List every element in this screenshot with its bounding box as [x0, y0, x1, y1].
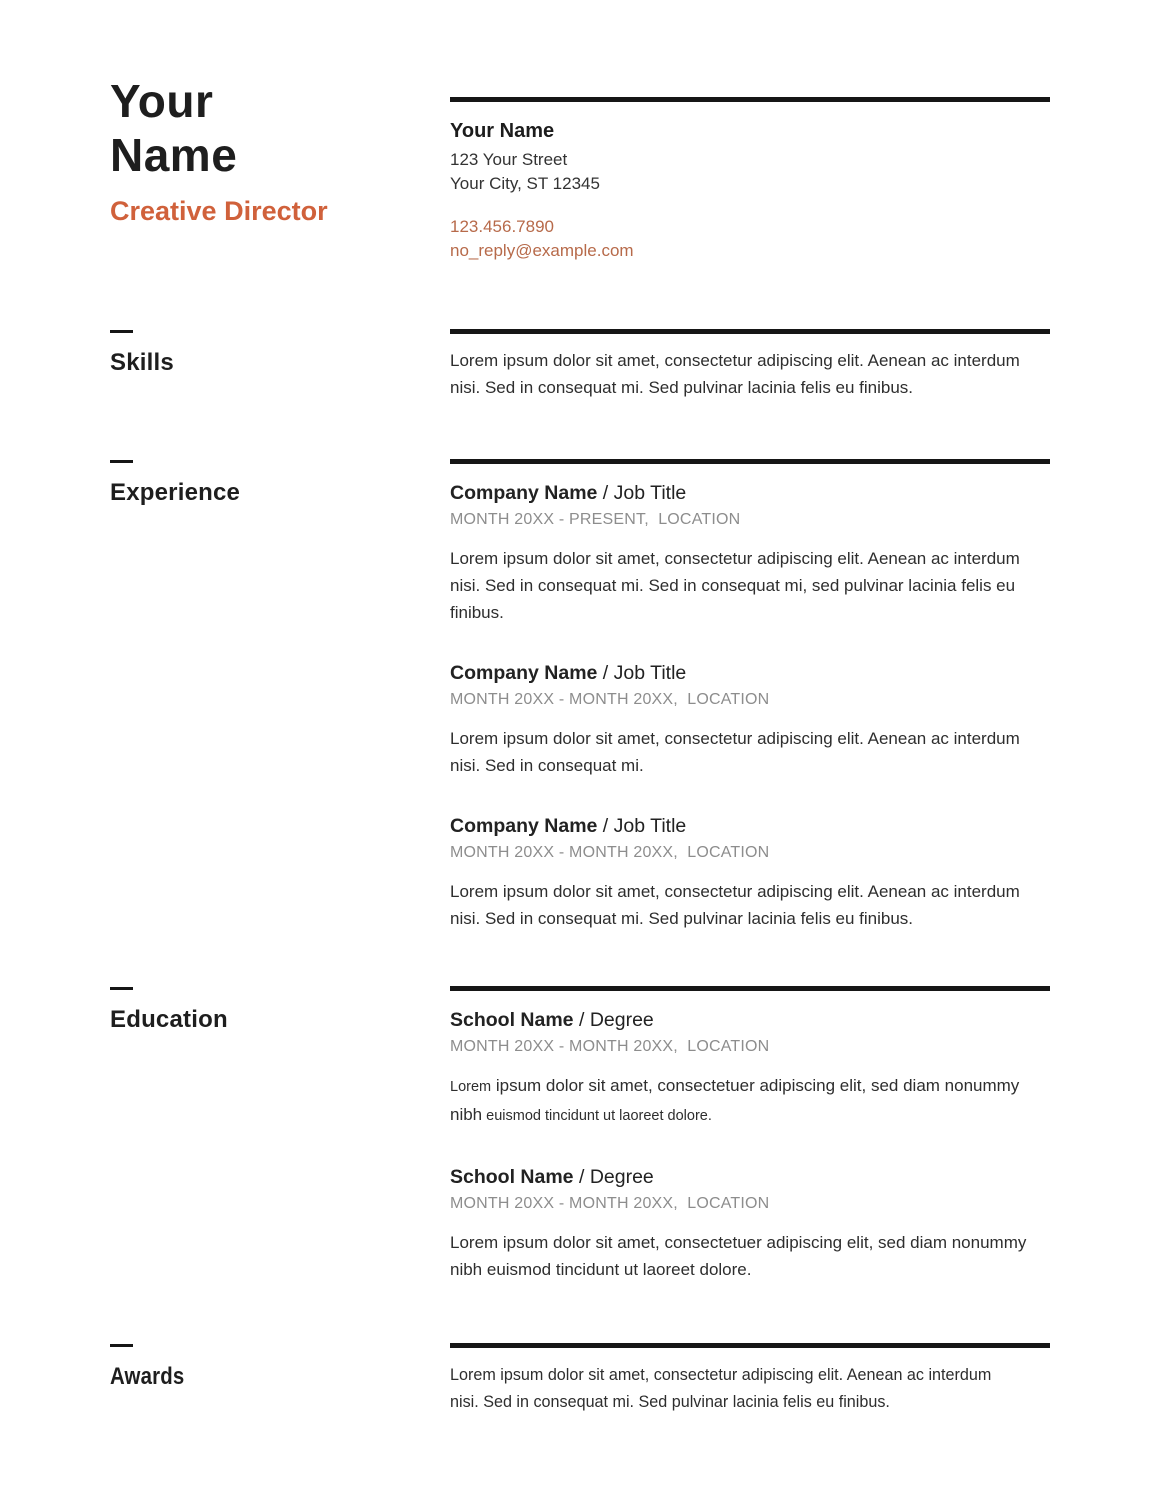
name-line-1: Your [110, 75, 214, 127]
experience-entry-2-title [450, 660, 1050, 686]
name-line-2: Name [110, 129, 238, 181]
experience-entry-2-text: Lorem ipsum dolor sit amet, consectetur adipiscing elit. Aenean ac interdum nisi. Sed in consequat mi. [450, 729, 1020, 775]
experience-entry-3-text: Lorem ipsum dolor sit amet, consectetur adipiscing elit. Aenean ac interdum nisi. Sed in consequat mi. Sed pulvinar lacinia felis eu finibus. [450, 882, 1020, 928]
section-skills [110, 329, 1050, 401]
school-name: School Name [450, 1166, 574, 1188]
experience-section-dash [110, 460, 133, 463]
education-right [450, 986, 1050, 1283]
company-name: Company Name [450, 662, 598, 684]
skills-divider-rule [450, 329, 1050, 334]
title-separator: / [573, 1009, 590, 1031]
text-main: ipsum dolor sit amet, consectetuer adipiscing elit, sed diam nonummy nibh [450, 1076, 1020, 1124]
awards-right [450, 1343, 1050, 1415]
header-left [110, 74, 450, 263]
experience-left [110, 459, 450, 932]
education-entry-1-text [450, 1072, 1050, 1130]
skills-section-dash [110, 330, 133, 333]
title-separator: / [597, 662, 614, 684]
education-entry-1-title [450, 1007, 1050, 1033]
section-experience [110, 459, 1050, 932]
company-name: Company Name [450, 815, 598, 837]
job-title-text: Job Title [613, 482, 687, 504]
experience-right [450, 459, 1050, 932]
skills-left [110, 329, 450, 401]
experience-entry-1-title [450, 480, 1050, 506]
education-left [110, 986, 450, 1283]
education-entry-2-dates: MONTH 20XX - MONTH 20XX, LOCATION [450, 1195, 770, 1212]
awards-divider-rule [450, 1343, 1050, 1348]
experience-entry-2-dates: MONTH 20XX - MONTH 20XX, LOCATION [450, 691, 770, 708]
contact-address-line2: Your City, ST 12345 [450, 174, 600, 193]
job-title: Creative Director [110, 196, 328, 226]
header-right [450, 74, 1050, 263]
education-entry-2-text: Lorem ipsum dolor sit amet, consectetuer adipiscing elit, sed diam nonummy nibh euismod tincidunt ut laoreet dolore. [450, 1233, 1027, 1279]
header-divider-rule [450, 97, 1050, 102]
awards-heading: Awards [110, 1363, 185, 1390]
education-entry-1 [450, 1007, 1050, 1130]
experience-entry-2 [450, 660, 1050, 779]
education-entry-2-title [450, 1164, 1050, 1190]
education-heading: Education [110, 1006, 228, 1033]
contact-address-line1: 123 Your Street [450, 150, 568, 169]
job-title-text: Job Title [613, 815, 687, 837]
education-entry-2 [450, 1164, 1050, 1283]
degree-text: Degree [589, 1166, 654, 1188]
degree-text: Degree [589, 1009, 654, 1031]
experience-entry-3 [450, 813, 1050, 932]
text-lead: Lorem [450, 1079, 492, 1095]
header [110, 74, 1050, 263]
title-separator: / [597, 482, 614, 504]
title-separator: / [597, 815, 614, 837]
awards-left [110, 1343, 450, 1415]
email-link[interactable]: no_reply@example.com [450, 241, 634, 260]
skills-right [450, 329, 1050, 401]
skills-text: Lorem ipsum dolor sit amet, consectetur adipiscing elit. Aenean ac interdum nisi. Sed in consequat mi. Sed pulvinar lacinia felis eu finibus. [450, 351, 1020, 397]
experience-entry-3-title [450, 813, 1050, 839]
awards-section-dash [110, 1344, 133, 1347]
company-name: Company Name [450, 482, 598, 504]
contact-name: Your Name [450, 120, 555, 142]
education-divider-rule [450, 986, 1050, 991]
experience-heading: Experience [110, 479, 241, 506]
job-title-text: Job Title [613, 662, 687, 684]
experience-entry-1-dates: MONTH 20XX - PRESENT, LOCATION [450, 511, 741, 528]
experience-entry-3-dates: MONTH 20XX - MONTH 20XX, LOCATION [450, 844, 770, 861]
experience-entry-1 [450, 480, 1050, 626]
experience-divider-rule [450, 459, 1050, 464]
contact-links [450, 215, 1050, 263]
school-name: School Name [450, 1009, 574, 1031]
section-awards [110, 1343, 1050, 1415]
name-heading [110, 74, 450, 182]
skills-heading: Skills [110, 349, 174, 376]
awards-text: Lorem ipsum dolor sit amet, consectetur adipiscing elit. Aenean ac interdum nisi. Sed in consequat mi. Sed pulvinar lacinia felis eu finibus. [450, 1365, 992, 1411]
education-section-dash [110, 987, 133, 990]
phone-link[interactable]: 123.456.7890 [450, 217, 554, 236]
text-tail: euismod tincidunt ut laoreet dolore. [482, 1108, 712, 1124]
section-education [110, 986, 1050, 1283]
title-separator: / [573, 1166, 590, 1188]
education-entry-1-dates: MONTH 20XX - MONTH 20XX, LOCATION [450, 1038, 770, 1055]
experience-entry-1-text: Lorem ipsum dolor sit amet, consectetur adipiscing elit. Aenean ac interdum nisi. Sed in consequat mi. Sed in consequat mi, sed pulvinar lacinia felis eu finibus. [450, 549, 1020, 622]
contact-block [450, 118, 1050, 263]
